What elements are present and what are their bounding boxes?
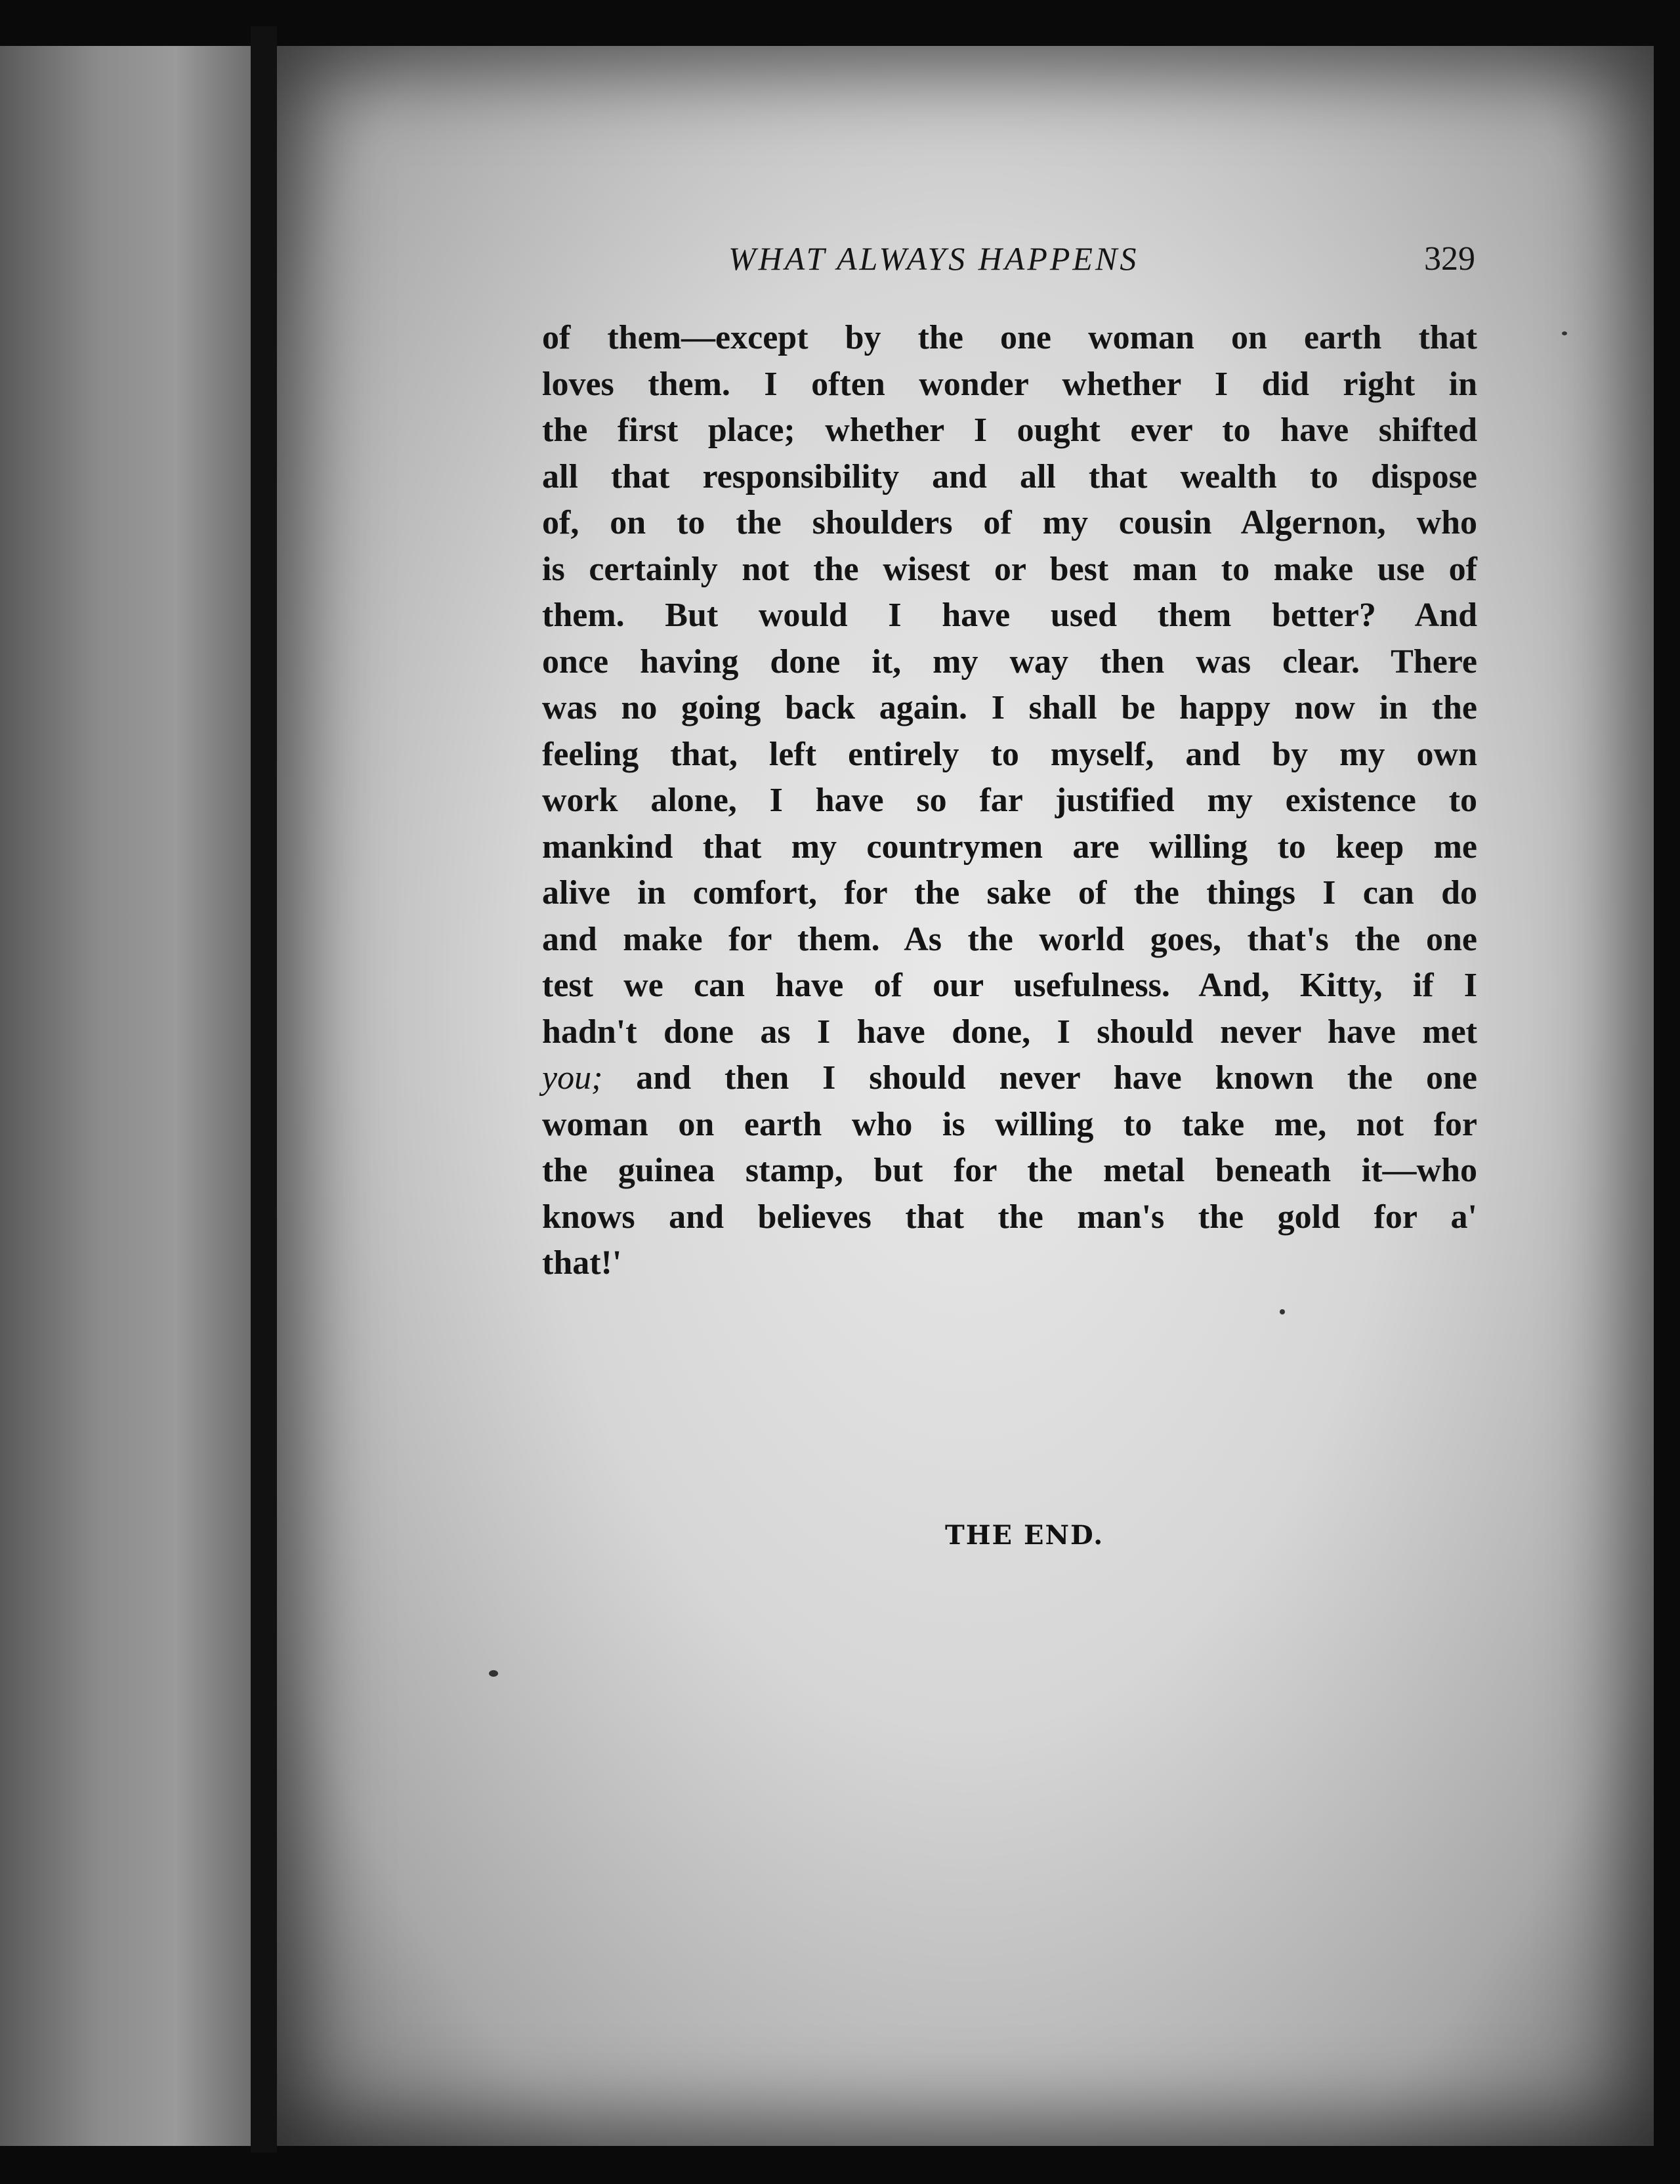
page-number: 329	[1424, 240, 1475, 278]
italic-word: you;	[542, 1059, 603, 1097]
text-line: them. But would I have used them better? And	[542, 597, 1477, 634]
text-line: is certainly not the wisest or best man to make use of	[542, 550, 1477, 588]
body-text	[542, 315, 1477, 1287]
the-end-mark: THE END.	[945, 1520, 1104, 1551]
book-gutter	[251, 26, 277, 2152]
text-line-rest: and then I should never have known the one	[636, 1059, 1477, 1097]
paper-speck	[1280, 1309, 1285, 1314]
text-line: and make for them. As the world goes, that's the one	[542, 920, 1477, 958]
running-head: WHAT ALWAYS HAPPENS	[728, 240, 1139, 277]
text-line: mankind that my countrymen are willing to keep me	[542, 828, 1477, 866]
paper-speck	[1562, 331, 1567, 335]
text-line: knows and believes that the man's the gold for a'	[542, 1198, 1477, 1236]
text-line: alive in comfort, for the sake of the things I can do	[542, 874, 1477, 912]
text-line: the first place; whether I ought ever to have shifted	[542, 411, 1477, 449]
text-line: all that responsibility and all that wealth to dispose	[542, 457, 1477, 495]
text-line: was no going back again. I shall be happy now in the	[542, 689, 1477, 726]
text-line: the guinea stamp, but for the metal beneath it—who	[542, 1152, 1477, 1189]
paper-speck	[489, 1670, 498, 1677]
text-line-italic-start	[542, 1055, 1477, 1102]
text-line: woman on earth who is willing to take me, not for	[542, 1105, 1477, 1143]
text-line: once having done it, my way then was clear. There	[542, 642, 1477, 681]
text-line: work alone, I have so far justified my existence to	[542, 782, 1477, 819]
text-line: loves them. I often wonder whether I did right in	[542, 365, 1477, 403]
previous-page-edge	[0, 46, 251, 2146]
text-line: test we can have of our usefulness. And, Kitty, if I	[542, 967, 1477, 1004]
text-line: of, on to the shoulders of my cousin Algernon, who	[542, 504, 1477, 541]
text-line: hadn't done as I have done, I should never have met	[542, 1013, 1477, 1051]
text-line: that!'	[542, 1244, 622, 1282]
text-line: feeling that, left entirely to myself, and by my own	[542, 735, 1477, 773]
text-line: of them—except by the one woman on earth that	[542, 319, 1477, 356]
